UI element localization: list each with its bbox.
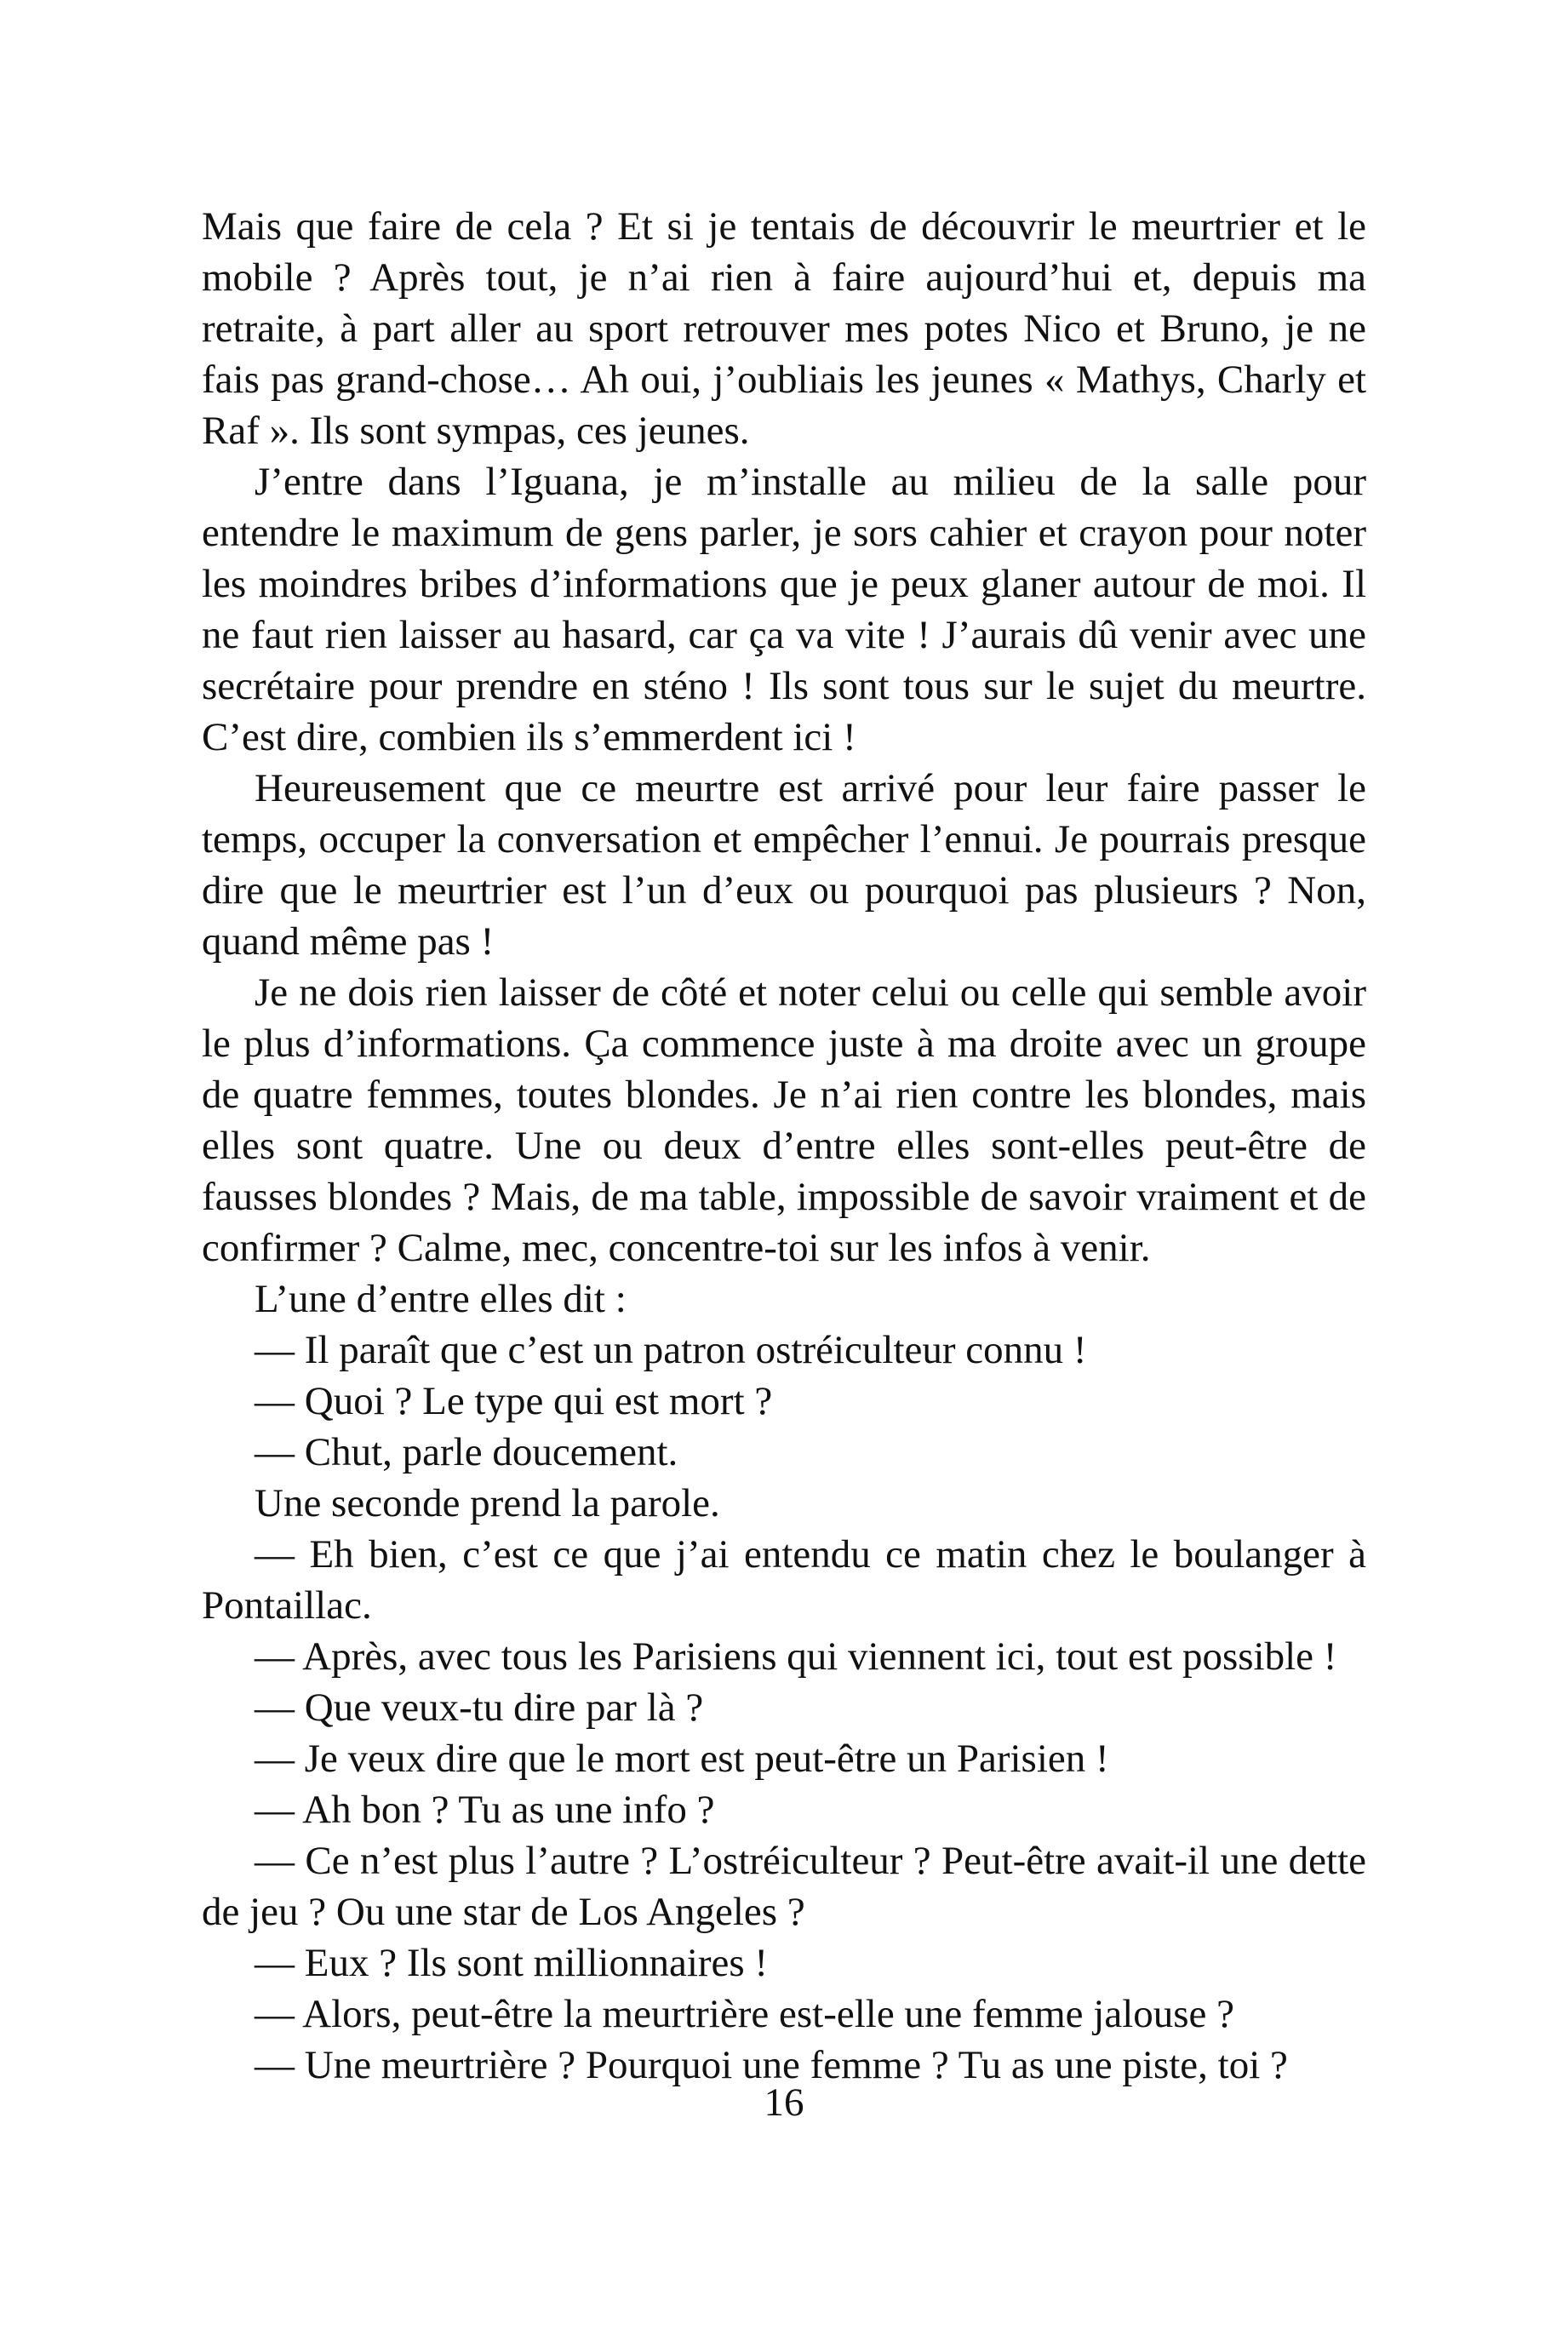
paragraph: L’une d’entre elles dit :: [255, 1277, 627, 1321]
paragraph: Mais que faire de cela ? Et si je tentais de découvrir le meurtrier et le mobile ? Après tout, je n’ai rien à faire aujourd’hui et, depuis ma retraite, à part aller au sport retrouver mes potes Nico et Bruno, je ne fais pas grand-chose… Ah oui, j’oubliais les jeunes « Mathys, Charly et Raf ». Ils sont sympas, ces jeunes.: [202, 204, 1366, 453]
dialogue-line: — Je veux dire que le mort est peut-être un Parisien !: [255, 1737, 1109, 1781]
page-number: 16: [764, 2080, 804, 2125]
dialogue-line: — Ah bon ? Tu as une info ?: [255, 1788, 715, 1832]
paragraph: Je ne dois rien laisser de côté et noter celui ou celle qui semble avoir le plus d’informations. Ça commence juste à ma droite avec un groupe de quatre femmes, toutes blondes. Je n’ai rien contre les blondes, mais elles sont quatre. Une ou deux d’entre elles sont-elles peut-être de fausses blondes ? Mais, de ma table, impossible de savoir vraiment et de confirmer ? Calme, mec, concentre-toi sur les infos à venir.: [202, 970, 1366, 1270]
dialogue-line: — Eux ? Ils sont millionnaires !: [255, 1941, 769, 1985]
dialogue-line: — Que veux-tu dire par là ?: [255, 1685, 704, 1730]
dialogue-line: — Eh bien, c’est ce que j’ai entendu ce matin chez le boulanger à Pontaillac.: [202, 1532, 1366, 1628]
dialogue-line: — Une meurtrière ? Pourquoi une femme ? Tu as une piste, toi ?: [255, 2043, 1288, 2087]
dialogue-line: — Alors, peut-être la meurtrière est-elle une femme jalouse ?: [255, 1992, 1235, 2036]
paragraph: Une seconde prend la parole.: [255, 1481, 720, 1525]
dialogue-line: — Il paraît que c’est un patron ostréiculteur connu !: [255, 1328, 1087, 1372]
dialogue-line: — Quoi ? Le type qui est mort ?: [255, 1379, 773, 1423]
paragraph: J’entre dans l’Iguana, je m’installe au milieu de la salle pour entendre le maximum de gens parler, je sors cahier et crayon pour noter les moindres bribes d’informations que je peux glaner autour de moi. Il ne faut rien laisser au hasard, car ça va vite ! J’aurais dû venir avec une secrétaire pour prendre en sténo ! Ils sont tous sur le sujet du meurtre. C’est dire, combien ils s’emmerdent ici !: [202, 460, 1366, 759]
dialogue-line: — Ce n’est plus l’autre ? L’ostréiculteur ? Peut-être avait-il une dette de jeu ? Ou une star de Los Angeles ?: [202, 1839, 1366, 1934]
body-text: [202, 201, 1366, 2091]
dialogue-line: — Après, avec tous les Parisiens qui viennent ici, tout est possible !: [255, 1634, 1337, 1679]
paragraph: Heureusement que ce meurtre est arrivé pour leur faire passer le temps, occuper la conversation et empêcher l’ennui. Je pourrais presque dire que le meurtrier est l’un d’eux ou pourquoi pas plusieurs ? Non, quand même pas !: [202, 766, 1366, 964]
dialogue-line: — Chut, parle doucement.: [255, 1430, 678, 1474]
